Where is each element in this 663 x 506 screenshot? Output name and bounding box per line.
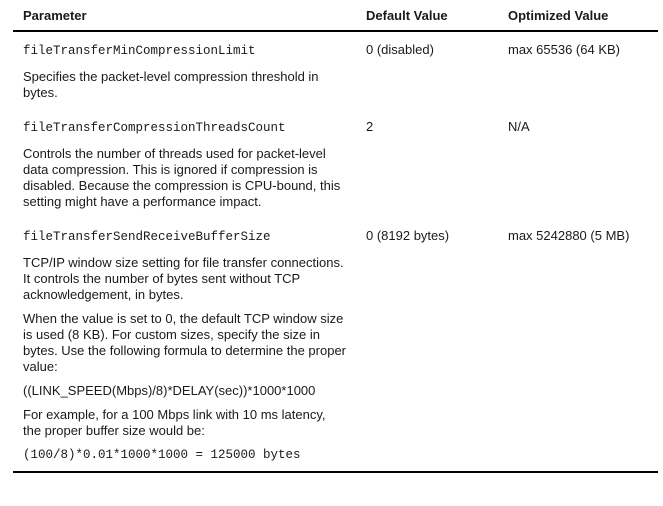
parameter-description: When the value is set to 0, the default TCP window size is used (8 KB). For custom sizes, specify the size in bytes. Use the following formula to determine the proper value: xyxy=(23,311,347,374)
optimized-value-cell xyxy=(498,218,658,472)
parameter-name: fileTransferMinCompressionLimit xyxy=(23,44,256,58)
default-value-cell xyxy=(356,218,498,472)
default-value-cell xyxy=(356,31,498,109)
default-value: 0 (disabled) xyxy=(366,42,434,57)
optimized-value: max 65536 (64 KB) xyxy=(508,42,621,57)
table-row xyxy=(13,218,658,472)
parameter-name: fileTransferCompressionThreadsCount xyxy=(23,121,286,135)
parameter-description: Controls the number of threads used for packet-level data compression. This is ignored if compression is disabled. Because the compression is CPU-bound, this setting might have a performance impact. xyxy=(23,146,341,209)
default-value: 0 (8192 bytes) xyxy=(366,228,450,243)
header-parameter: Parameter xyxy=(13,0,356,31)
parameter-table xyxy=(13,0,658,473)
table-row xyxy=(13,109,658,218)
default-value: 2 xyxy=(366,119,374,134)
optimized-value-cell xyxy=(498,109,658,218)
parameter-cell xyxy=(13,31,356,109)
header-default-value: Default Value xyxy=(356,0,498,31)
header-row xyxy=(13,0,658,31)
example-text: For example, for a 100 Mbps link with 10 ms latency, the proper buffer size would be: xyxy=(23,407,326,438)
default-value-cell xyxy=(356,109,498,218)
parameter-cell xyxy=(13,109,356,218)
header-optimized-value: Optimized Value xyxy=(498,0,658,31)
optimized-value-cell xyxy=(498,31,658,109)
table-row xyxy=(13,31,658,109)
formula-text: ((LINK_SPEED(Mbps)/8)*DELAY(sec))*1000*1000 xyxy=(23,383,316,398)
parameter-cell xyxy=(13,218,356,472)
parameter-description: Specifies the packet-level compression threshold in bytes. xyxy=(23,69,319,100)
parameter-name: fileTransferSendReceiveBufferSize xyxy=(23,230,271,244)
optimized-value: N/A xyxy=(508,119,530,134)
example-code: (100/8)*0.01*1000*1000 = 125000 bytes xyxy=(23,448,301,462)
parameter-description: TCP/IP window size setting for file transfer connections. It controls the number of bytes sent without TCP acknowledgement, in bytes. xyxy=(23,255,344,302)
optimized-value: max 5242880 (5 MB) xyxy=(508,228,630,243)
